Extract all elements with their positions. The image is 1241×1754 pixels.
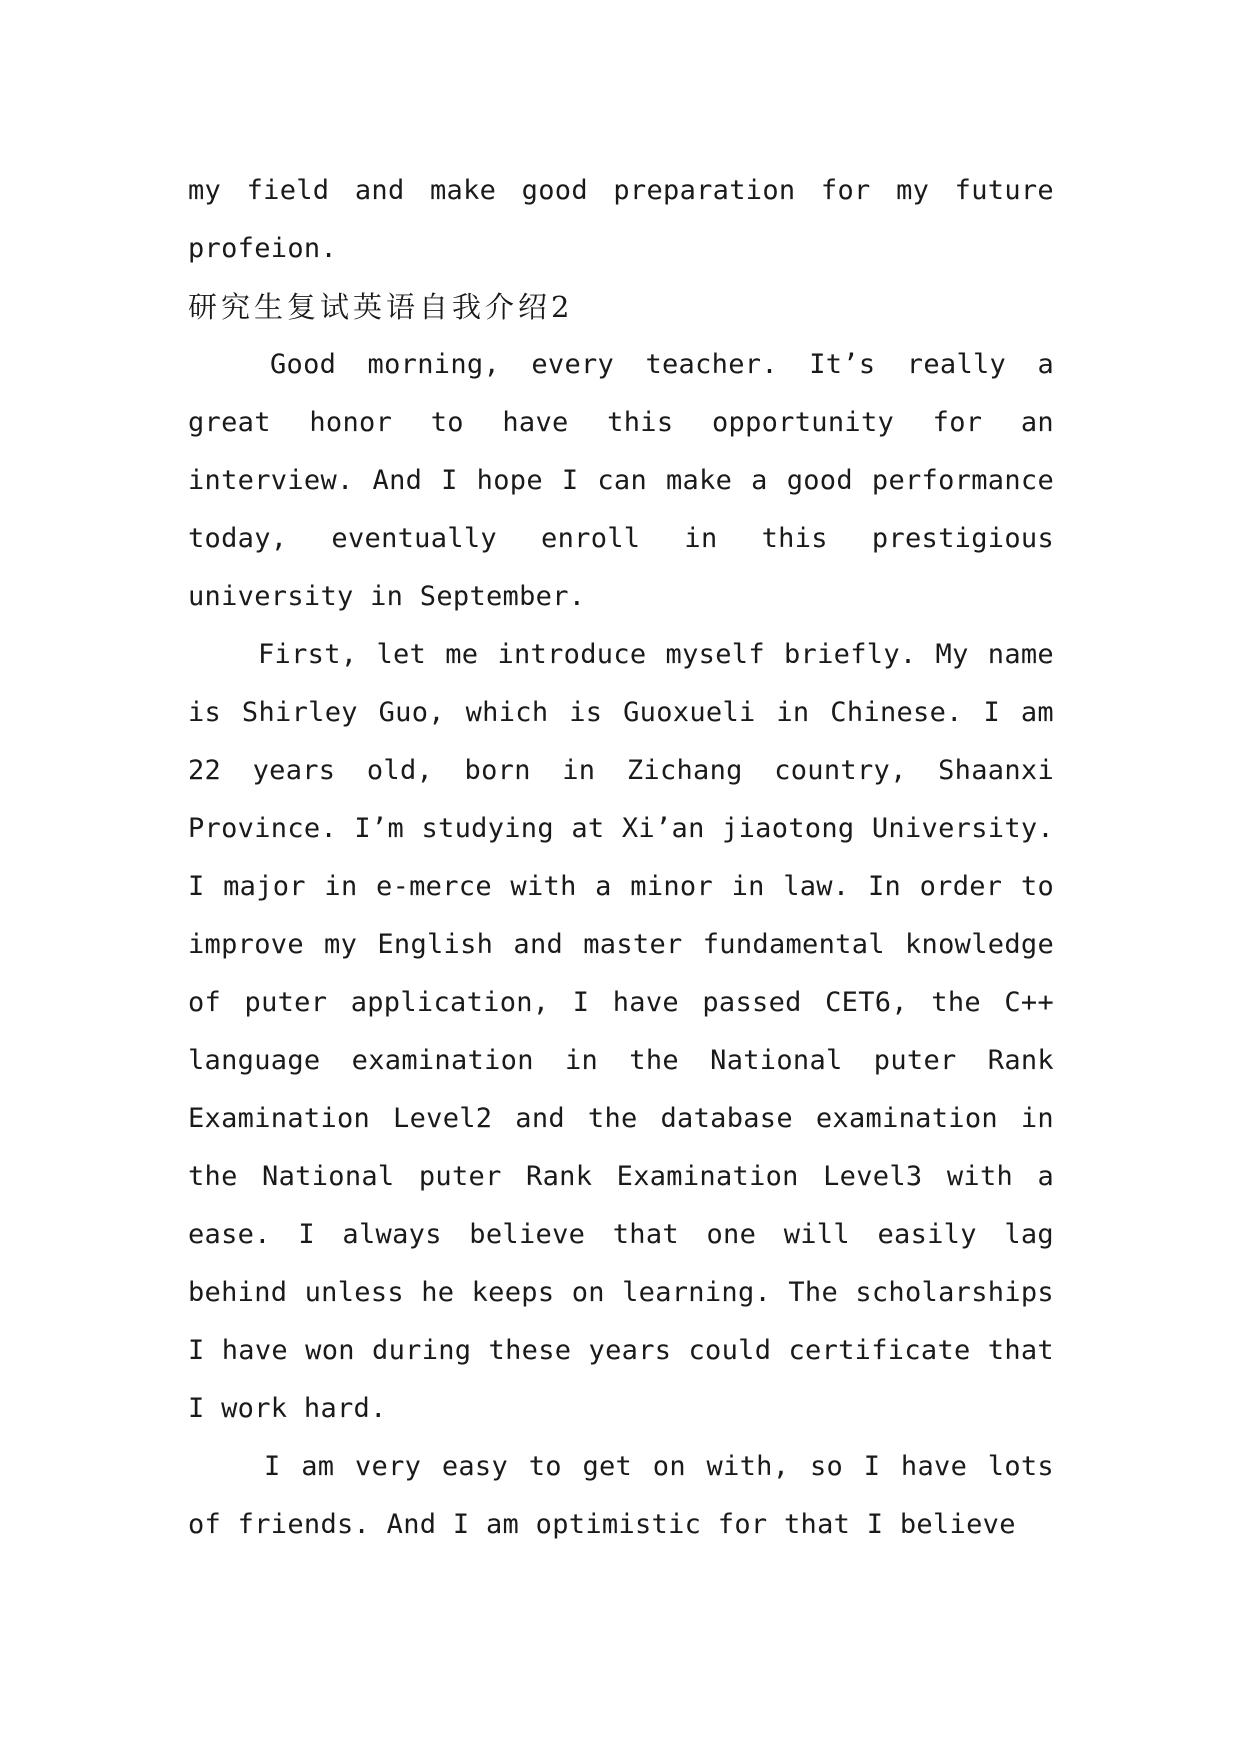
section-heading: 研究生复试英语自我介绍2: [188, 290, 574, 324]
paragraph-greeting: Good morning, every teacher. It’s really a great honor to have this opportunity for an interview. And I hope I can make a good performance today, eventually enroll in this prestigious university in September.: [188, 349, 1054, 612]
paragraph-introduction: First, let me introduce myself briefly. My name is Shirley Guo, which is Guoxueli in Chinese. I am 22 years old, born in Zichang country, Shaanxi Province. I’m studying at Xi’an jiaotong University. I major in e-merce with a minor in law. In order to improve my English and master fundamental knowledge of puter application, I have passed CET6, the C++ language examination in the National puter Rank Examination Level2 and the database examination in the National puter Rank Examination Level3 with a ease. I always believe that one will easily lag behind unless he keeps on learning. The scholarships I have won during these years could certificate that I work hard.: [188, 639, 1054, 1424]
paragraph-personality: I am very easy to get on with, so I have lots of friends. And I am optimistic for that I believe: [188, 1451, 1054, 1540]
paragraph-continuation: my field and make good preparation for my future profeion.: [188, 175, 1054, 264]
document-page: [188, 162, 1054, 1554]
